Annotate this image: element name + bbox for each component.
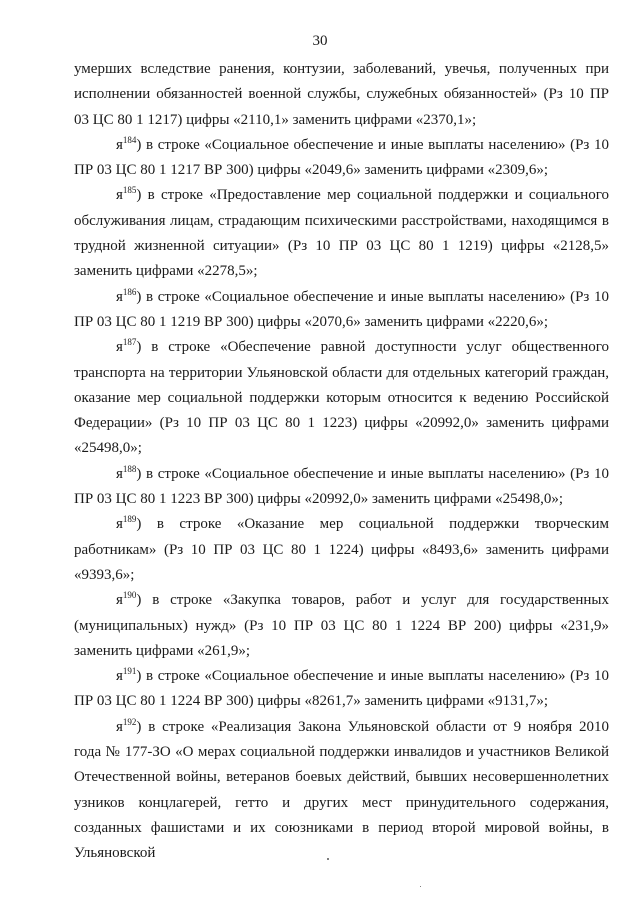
item-superscript: 185 [122, 185, 137, 196]
paragraph-item-190 [74, 588, 609, 664]
item-superscript: 190 [122, 590, 137, 601]
paragraph-item-192 [74, 715, 609, 867]
item-marker: я [116, 339, 123, 356]
item-superscript: 188 [122, 463, 137, 474]
item-superscript: 189 [122, 514, 137, 525]
item-marker: я [116, 288, 123, 305]
item-superscript: 192 [122, 716, 137, 727]
item-marker: я [116, 136, 123, 153]
paragraph-item-186 [74, 285, 609, 336]
paragraph-item-185 [74, 183, 609, 284]
item-marker: я [116, 187, 123, 204]
item-superscript: 187 [122, 337, 137, 348]
item-marker: я [116, 668, 123, 685]
paragraph-item-188 [74, 462, 609, 513]
paragraph-text: ) в строке «Обеспечение равной доступности услуг общественного транспорта на территории Ульяновской области для отдельных категорий граждан, оказание мер социальной поддержки которым относится к ведению Российской Федерации» (Рз 10 ПР 03 ЦС 80 1 1223) цифры «20992,0» заменить цифрами «25498,0»; [74, 339, 609, 457]
paragraph-text: ) в строке «Оказание мер социальной поддержки творческим работникам» (Рз 10 ПР 03 ЦС 80 1 1224) цифры «8493,6» заменить цифрами «9393,6»; [74, 516, 609, 583]
paragraph-text: ) в строке «Закупка товаров, работ и услуг для государственных (муниципальных) нужд» (Рз 10 ПР 03 ЦС 80 1 1224 ВР 200) цифры «231,9» заменить цифрами «261,9»; [74, 592, 609, 659]
item-superscript: 184 [122, 134, 137, 145]
paragraph-text: ) в строке «Реализация Закона Ульяновской области от 9 ноября 2010 года № 177-ЗО «О мерах социальной поддержки инвалидов и участников Великой Отечественной войны, ветеранов боевых действий, бывших несовершеннолетних узников концлагерей, гетто и других мест принудительного содержания, созданных фашистами и их союзниками в период второй мировой войны, в Ульяновской [74, 718, 609, 862]
item-superscript: 186 [122, 286, 137, 297]
paragraph-text: ) в строке «Социальное обеспечение и иные выплаты населению» (Рз 10 ПР 03 ЦС 80 1 1224 ВР 300) цифры «8261,7» заменить цифрами «9131,7»; [74, 668, 609, 710]
paragraph-text: ) в строке «Социальное обеспечение и иные выплаты населению» (Рз 10 ПР 03 ЦС 80 1 1217 ВР 300) цифры «2049,6» заменить цифрами «2309,6»; [74, 136, 609, 179]
item-marker: я [116, 718, 123, 735]
paragraph-item-191 [74, 664, 609, 715]
document-body [74, 57, 609, 867]
paragraph-text: ) в строке «Социальное обеспечение и иные выплаты населению» (Рз 10 ПР 03 ЦС 80 1 1219 ВР 300) цифры «2070,6» заменить цифрами «2220,6»; [74, 288, 609, 330]
paragraph-text: умерших вследствие ранения, контузии, заболеваний, увечья, полученных при исполнении обязанностей военной службы, служебных обязанностей» (Рз 10 ПР 03 ЦС 80 1 1217) цифры «2110,1» заменить цифрами «2370,1»; [74, 61, 609, 128]
item-marker: я [116, 516, 123, 533]
scan-speck [420, 886, 421, 887]
paragraph-text: ) в строке «Социальное обеспечение и иные выплаты населению» (Рз 10 ПР 03 ЦС 80 1 1223 ВР 300) цифры «20992,0» заменить цифрами «25498,0»; [74, 465, 609, 508]
item-superscript: 191 [122, 666, 137, 677]
paragraph-item-184 [74, 133, 609, 184]
paragraph-text: ) в строке «Предоставление мер социальной поддержки и социального обслуживания лицам, страдающим психическими расстройствами, находящимся в трудной жизненной ситуации» (Рз 10 ПР 03 ЦС 80 1 1219) цифры «2128,5» заменить цифрами «2278,5»; [74, 187, 609, 280]
paragraph-continuation [74, 57, 609, 133]
paragraph-item-187 [74, 335, 609, 461]
paragraph-item-189 [74, 512, 609, 588]
page-number: 30 [312, 33, 328, 49]
item-marker: я [116, 592, 123, 609]
scan-speck [327, 858, 329, 860]
item-marker: я [116, 465, 123, 482]
